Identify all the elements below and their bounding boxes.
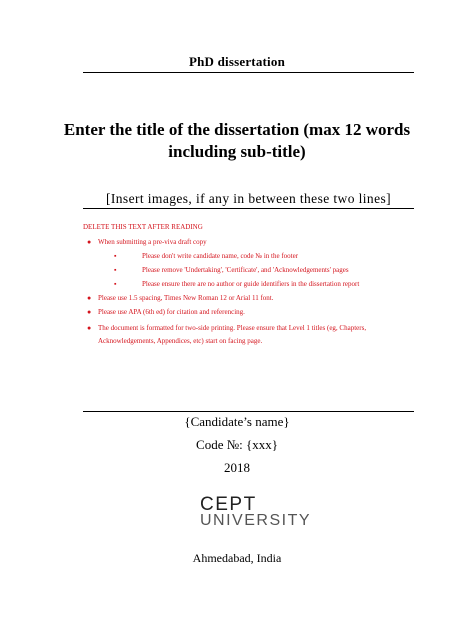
instruction-text: Please don't write candidate name, code № in the footer [142,252,299,260]
bullet-icon: ● [87,238,92,246]
bullet-icon: ● [87,294,92,302]
instruction-subitem [83,280,414,289]
submission-year: 2018 [224,460,250,475]
instruction-item [83,294,414,303]
document-type-heading: PhD dissertation [188,54,285,69]
instruction-heading: DELETE THIS TEXT AFTER READING [83,223,203,231]
candidate-name: {Candidate’s name} [184,414,290,429]
instruction-text: When submitting a pre-viva draft copy [98,238,207,246]
sub-bullet-icon: ▪ [114,266,117,274]
logo-line-1: CEPT [200,494,257,515]
instruction-text: Please use APA (6th ed) for citation and referencing. [98,308,245,316]
logo-line-2: UNIVERSITY [200,512,312,529]
candidate-code: Code №: {xxx} [196,437,278,452]
sub-bullet-icon: ▪ [114,252,117,260]
image-placeholder [83,191,414,207]
instruction-text: Please remove 'Undertaking', 'Certificate', and 'Acknowledgements' pages [142,266,349,274]
instruction-block [83,223,414,353]
title-line-1: Enter the title of the dissertation (max 12 words [63,120,411,139]
instruction-text: Please ensure there are no author or guide identifiers in the dissertation report [142,280,360,288]
bullet-icon: ● [87,308,92,316]
image-bottom-rule [83,411,414,412]
dissertation-title [60,119,414,163]
image-top-rule [83,208,414,209]
title-line-2: including sub-title) [168,142,306,161]
image-placeholder-text: [Insert images, if any in between these two lines] [105,191,392,206]
instruction-text: The document is formatted for two-side printing. Please ensure that Level 1 titles (eg, Chapters, Acknowledgements, Appendices, etc) start on facing page. [98,324,367,345]
instruction-item [83,308,414,317]
city-location: Ahmedabad, India [192,551,282,565]
cept-university-logo [200,494,310,534]
instruction-text: Please use 1.5 spacing, Times New Roman 12 or Arial 11 font. [98,294,274,302]
header-rule [83,72,414,73]
instruction-item [83,322,414,348]
bullet-icon: ● [87,324,92,332]
instruction-subitem [83,266,414,275]
instruction-subitem [83,252,414,261]
sub-bullet-icon: ▪ [114,280,117,288]
instruction-item [83,238,414,247]
